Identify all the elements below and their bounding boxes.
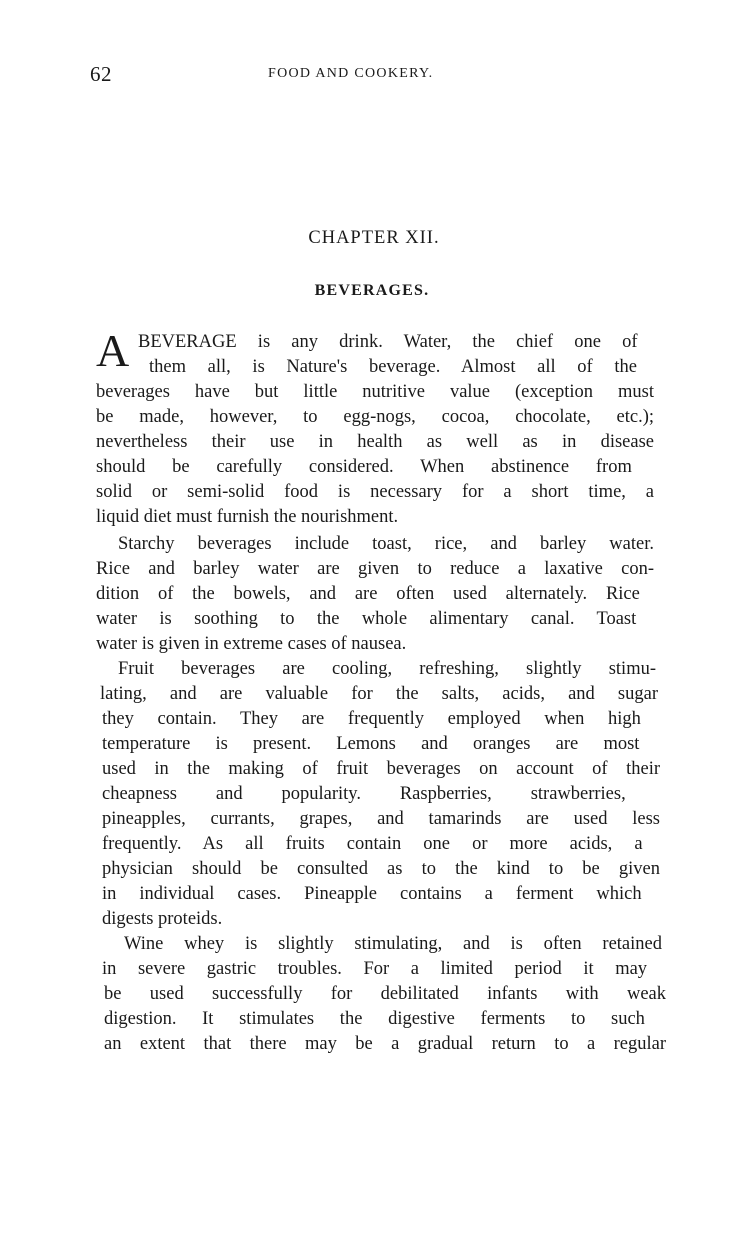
body-line: Wine whey is slightly stimulating, and is often retained xyxy=(124,934,662,954)
drop-cap: A xyxy=(96,325,130,376)
section-title xyxy=(0,282,750,300)
body-line: physician should be consulted as to the kind to be given xyxy=(102,859,660,879)
chapter-title xyxy=(0,228,750,249)
body-line: beverages have but little nutritive value (exception must xyxy=(96,382,654,402)
running-head: FOOD AND COOKERY. xyxy=(268,66,434,81)
page-number: 62 xyxy=(90,62,112,86)
body-line: in severe gastric troubles. For a limited period it may xyxy=(102,959,648,979)
body-line: an extent that there may be a gradual return to a regular xyxy=(104,1034,666,1054)
body-line: be made, however, to egg-nogs, cocoa, chocolate, etc.); xyxy=(96,407,654,427)
body-line: dition of the bowels, and are often used alternately. Rice xyxy=(96,584,640,604)
body-line: liquid diet must furnish the nourishment. xyxy=(96,507,399,527)
body-line: used in the making of fruit beverages on account of their xyxy=(102,759,660,779)
body-line: digests proteids. xyxy=(102,909,223,929)
body-line: should be carefully considered. When abstinence from xyxy=(96,457,632,477)
body-line: frequently. As all fruits contain one or more acids, a xyxy=(102,834,643,854)
body-line: pineapples, currants, grapes, and tamarinds are used less xyxy=(102,809,660,829)
body-line: Fruit beverages are cooling, refreshing, slightly stimu- xyxy=(118,659,656,679)
body-line: digestion. It stimulates the digestive ferments to such xyxy=(104,1009,645,1029)
body-line: solid or semi-solid food is necessary for a short time, a xyxy=(96,482,654,502)
body-line: water is given in extreme cases of nausea. xyxy=(96,634,407,654)
body-line: they contain. They are frequently employed when high xyxy=(102,709,641,729)
body-line: water is soothing to the whole alimentary canal. Toast xyxy=(96,609,637,629)
body-line: cheapness and popularity. Raspberries, strawberries, xyxy=(102,784,626,804)
body-line: BEVERAGE is any drink. Water, the chief one of xyxy=(138,332,638,352)
body-line: lating, and are valuable for the salts, acids, and sugar xyxy=(100,684,658,704)
body-line: be used successfully for debilitated infants with weak xyxy=(104,984,666,1004)
body-line: temperature is present. Lemons and oranges are most xyxy=(102,734,640,754)
body-line: Starchy beverages include toast, rice, and barley water. xyxy=(118,534,654,554)
body-line: Rice and barley water are given to reduce a laxative con- xyxy=(96,559,654,579)
section-title-text: BEVERAGES. xyxy=(314,282,430,299)
body-line: in individual cases. Pineapple contains a ferment which xyxy=(102,884,642,904)
body-line: them all, is Nature's beverage. Almost all of the xyxy=(149,357,637,377)
body-line: nevertheless their use in health as well as in disease xyxy=(96,432,654,452)
chapter-title-text: CHAPTER XII. xyxy=(308,228,440,248)
